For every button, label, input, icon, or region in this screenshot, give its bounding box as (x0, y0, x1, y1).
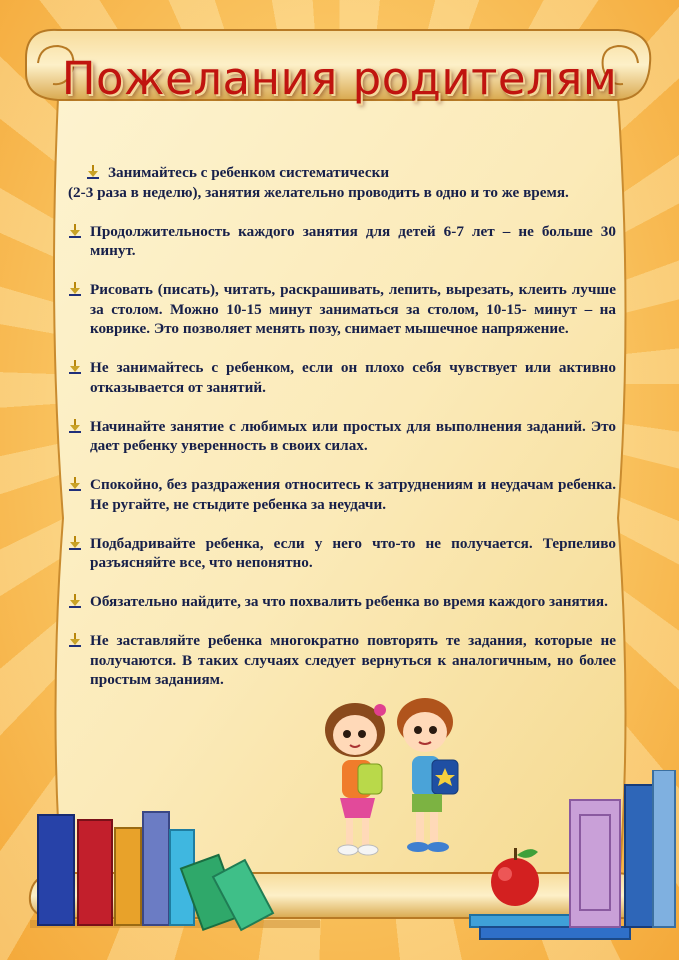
bullet-arrow-icon (68, 477, 82, 491)
bullet-arrow-icon (68, 633, 82, 647)
item-text-continued: (2-3 раза в неделю), занятия желательно проводить в одно и то же время. (68, 183, 569, 201)
item-text: Не заставляйте ребенка многократно повторять те задания, которые не получаются. В таких случаях следует вернуться к аналогичным, но более простым заданиям. (90, 632, 616, 688)
item-text: Рисовать (писать), читать, раскрашивать, лепить, вырезать, клеить лучше за столом. Можно 10-15 минут заниматься за столом, 10-15- минут – на коврике. Это позволяет менять позу, снимает мышечное напряжение. (90, 281, 616, 337)
list-item (68, 163, 616, 202)
apple-icon (491, 848, 539, 906)
bullet-arrow-icon (68, 419, 82, 433)
item-text: Занимайтесь с ребенком систематически (108, 164, 390, 181)
book (38, 815, 74, 925)
list-item (68, 222, 616, 261)
bullet-arrow-icon (68, 282, 82, 296)
list-item (68, 358, 616, 397)
wishes-list (68, 163, 616, 709)
book (143, 812, 169, 925)
book (78, 820, 112, 925)
list-item (68, 534, 616, 573)
list-item (68, 631, 616, 690)
item-text: Продолжительность каждого занятия для детей 6-7 лет – не больше 30 минут. (90, 222, 616, 259)
list-item (68, 592, 616, 612)
list-item (68, 475, 616, 514)
item-text: Не занимайтесь с ребенком, если он плохо себя чувствует или активно отказывается от занятий. (90, 359, 616, 396)
book (115, 828, 141, 925)
list-item (68, 280, 616, 339)
bullet-arrow-icon (68, 360, 82, 374)
item-text: Начинайте занятие с любимых или простых для выполнения заданий. Это дает ребенку уверенность в своих силах. (90, 417, 616, 454)
list-item (68, 417, 616, 456)
item-text: Спокойно, без раздражения относитесь к затруднениям и неудачам ребенка. Не ругайте, не стыдите ребенка за неудачи. (90, 476, 616, 513)
bullet-arrow-icon (68, 594, 82, 608)
bullet-arrow-icon (86, 165, 100, 179)
bullet-arrow-icon (68, 224, 82, 238)
page-title: Пожелания родителям (61, 52, 618, 105)
item-text: Обязательно найдите, за что похвалить ребенка во время каждого занятия. (90, 593, 608, 610)
item-text: Подбадривайте ребенка, если у него что-то не получается. Терпеливо разъясняйте все, что непонятно. (90, 534, 616, 571)
books-illustration (0, 770, 679, 960)
bullet-arrow-icon (68, 536, 82, 550)
